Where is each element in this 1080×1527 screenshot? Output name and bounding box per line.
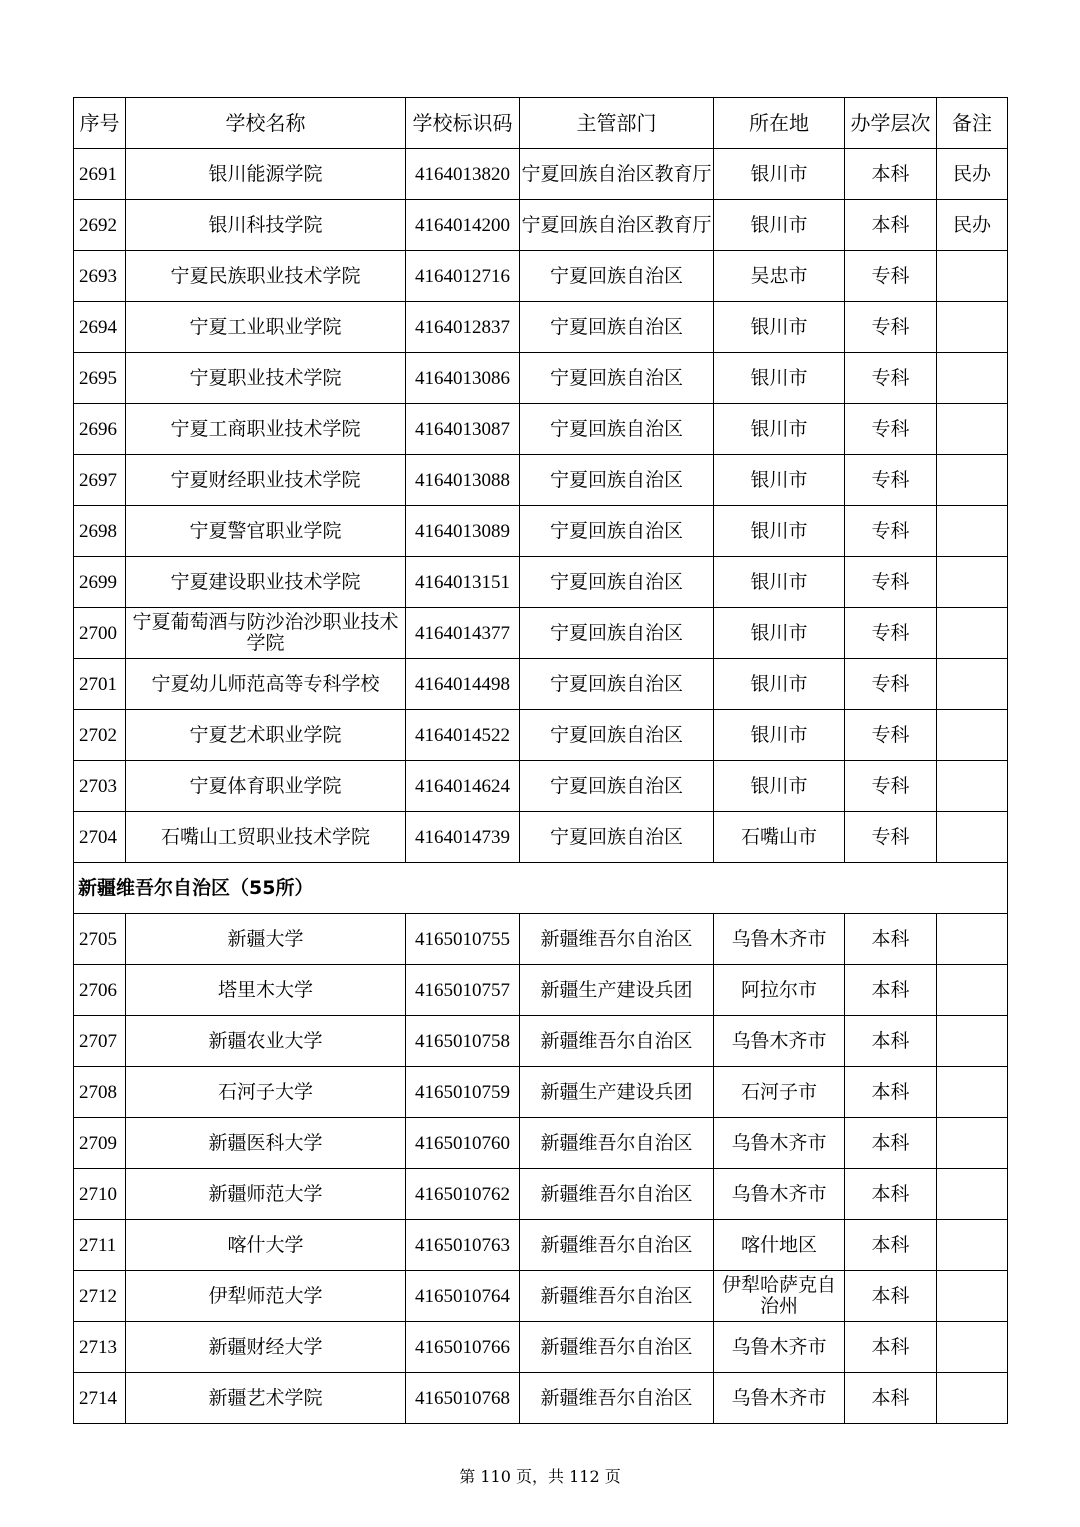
- cell-level: 本科: [845, 1271, 937, 1322]
- cell-level: 本科: [845, 200, 937, 251]
- cell-school-name: 宁夏艺术职业学院: [126, 710, 406, 761]
- cell-department: 新疆生产建设兵团: [520, 965, 714, 1016]
- cell-location: 银川市: [714, 455, 845, 506]
- cell-index: 2696: [74, 404, 126, 455]
- table-row: [74, 914, 1008, 965]
- section-heading: 新疆维吾尔自治区（55所）: [74, 863, 1008, 914]
- cell-level: 本科: [845, 149, 937, 200]
- cell-level: 专科: [845, 251, 937, 302]
- table-row: [74, 1169, 1008, 1220]
- header-department: 主管部门: [520, 98, 714, 149]
- school-list-table: [73, 97, 1008, 1424]
- cell-location: 伊犁哈萨克自治州: [714, 1271, 845, 1322]
- cell-school-name: 宁夏葡萄酒与防沙治沙职业技术学院: [126, 608, 406, 659]
- cell-school-code: 4165010757: [406, 965, 520, 1016]
- cell-location: 银川市: [714, 761, 845, 812]
- cell-remarks: [937, 506, 1008, 557]
- cell-remarks: [937, 1220, 1008, 1271]
- cell-school-code: 4164013089: [406, 506, 520, 557]
- cell-level: 专科: [845, 404, 937, 455]
- cell-level: 本科: [845, 1220, 937, 1271]
- table-row: [74, 1271, 1008, 1322]
- cell-department: 新疆维吾尔自治区: [520, 1322, 714, 1373]
- cell-school-name: 宁夏工商职业技术学院: [126, 404, 406, 455]
- cell-level: 本科: [845, 1322, 937, 1373]
- cell-school-code: 4164013087: [406, 404, 520, 455]
- cell-school-code: 4164014200: [406, 200, 520, 251]
- cell-department: 宁夏回族自治区教育厅: [520, 149, 714, 200]
- cell-level: 专科: [845, 302, 937, 353]
- cell-location: 乌鲁木齐市: [714, 1322, 845, 1373]
- table-row: [74, 200, 1008, 251]
- cell-location: 银川市: [714, 149, 845, 200]
- table-row: [74, 812, 1008, 863]
- cell-index: 2709: [74, 1118, 126, 1169]
- cell-index: 2706: [74, 965, 126, 1016]
- cell-remarks: [937, 557, 1008, 608]
- cell-remarks: [937, 1322, 1008, 1373]
- cell-index: 2710: [74, 1169, 126, 1220]
- cell-school-code: 4165010759: [406, 1067, 520, 1118]
- cell-school-name: 石嘴山工贸职业技术学院: [126, 812, 406, 863]
- cell-location: 乌鲁木齐市: [714, 1373, 845, 1424]
- cell-level: 本科: [845, 1016, 937, 1067]
- cell-location: 银川市: [714, 557, 845, 608]
- cell-school-name: 银川能源学院: [126, 149, 406, 200]
- cell-school-name: 宁夏体育职业学院: [126, 761, 406, 812]
- cell-school-name: 喀什大学: [126, 1220, 406, 1271]
- cell-level: 专科: [845, 608, 937, 659]
- cell-school-name: 宁夏民族职业技术学院: [126, 251, 406, 302]
- cell-department: 新疆维吾尔自治区: [520, 1271, 714, 1322]
- cell-index: 2702: [74, 710, 126, 761]
- cell-level: 本科: [845, 914, 937, 965]
- table-row: [74, 251, 1008, 302]
- cell-school-code: 4164014624: [406, 761, 520, 812]
- cell-level: 本科: [845, 1118, 937, 1169]
- cell-school-code: 4165010755: [406, 914, 520, 965]
- cell-index: 2699: [74, 557, 126, 608]
- cell-school-code: 4164012837: [406, 302, 520, 353]
- section-row: [74, 863, 1008, 914]
- cell-remarks: [937, 761, 1008, 812]
- header-index: 序号: [74, 98, 126, 149]
- cell-index: 2693: [74, 251, 126, 302]
- cell-department: 新疆维吾尔自治区: [520, 1118, 714, 1169]
- cell-remarks: [937, 1373, 1008, 1424]
- cell-department: 宁夏回族自治区: [520, 710, 714, 761]
- cell-location: 乌鲁木齐市: [714, 1016, 845, 1067]
- cell-department: 宁夏回族自治区: [520, 404, 714, 455]
- cell-level: 专科: [845, 812, 937, 863]
- cell-department: 宁夏回族自治区: [520, 506, 714, 557]
- cell-school-code: 4164012716: [406, 251, 520, 302]
- cell-remarks: [937, 251, 1008, 302]
- cell-remarks: [937, 1271, 1008, 1322]
- cell-remarks: [937, 812, 1008, 863]
- cell-location: 银川市: [714, 659, 845, 710]
- table-row: [74, 506, 1008, 557]
- cell-index: 2701: [74, 659, 126, 710]
- cell-location: 银川市: [714, 710, 845, 761]
- cell-school-code: 4165010764: [406, 1271, 520, 1322]
- cell-remarks: [937, 710, 1008, 761]
- table-row: [74, 1220, 1008, 1271]
- table-row: [74, 608, 1008, 659]
- cell-school-name: 新疆财经大学: [126, 1322, 406, 1373]
- cell-index: 2704: [74, 812, 126, 863]
- cell-school-code: 4164013820: [406, 149, 520, 200]
- cell-department: 新疆维吾尔自治区: [520, 1373, 714, 1424]
- header-remarks: 备注: [937, 98, 1008, 149]
- header-school-name: 学校名称: [126, 98, 406, 149]
- cell-school-code: 4164013151: [406, 557, 520, 608]
- cell-school-code: 4165010760: [406, 1118, 520, 1169]
- cell-school-code: 4165010766: [406, 1322, 520, 1373]
- cell-level: 专科: [845, 761, 937, 812]
- cell-location: 银川市: [714, 506, 845, 557]
- cell-school-name: 塔里木大学: [126, 965, 406, 1016]
- cell-school-name: 宁夏职业技术学院: [126, 353, 406, 404]
- cell-remarks: [937, 914, 1008, 965]
- table-row: [74, 1067, 1008, 1118]
- header-school-code: 学校标识码: [406, 98, 520, 149]
- cell-school-name: 宁夏工业职业学院: [126, 302, 406, 353]
- cell-location: 银川市: [714, 200, 845, 251]
- cell-school-name: 宁夏建设职业技术学院: [126, 557, 406, 608]
- table-row: [74, 1016, 1008, 1067]
- cell-index: 2692: [74, 200, 126, 251]
- cell-location: 吴忠市: [714, 251, 845, 302]
- cell-index: 2694: [74, 302, 126, 353]
- cell-school-name: 新疆艺术学院: [126, 1373, 406, 1424]
- cell-level: 专科: [845, 506, 937, 557]
- cell-school-name: 银川科技学院: [126, 200, 406, 251]
- cell-school-code: 4164013088: [406, 455, 520, 506]
- cell-location: 银川市: [714, 404, 845, 455]
- cell-remarks: [937, 353, 1008, 404]
- cell-index: 2705: [74, 914, 126, 965]
- cell-department: 宁夏回族自治区: [520, 455, 714, 506]
- cell-department: 新疆维吾尔自治区: [520, 1016, 714, 1067]
- header-level: 办学层次: [845, 98, 937, 149]
- table-row: [74, 302, 1008, 353]
- cell-index: 2697: [74, 455, 126, 506]
- cell-level: 专科: [845, 710, 937, 761]
- cell-department: 新疆维吾尔自治区: [520, 914, 714, 965]
- cell-remarks: [937, 455, 1008, 506]
- cell-level: 专科: [845, 557, 937, 608]
- header-location: 所在地: [714, 98, 845, 149]
- cell-location: 乌鲁木齐市: [714, 1118, 845, 1169]
- cell-level: 本科: [845, 1067, 937, 1118]
- table-row: [74, 1118, 1008, 1169]
- table-body: [74, 149, 1008, 1424]
- cell-school-code: 4164014498: [406, 659, 520, 710]
- cell-location: 阿拉尔市: [714, 965, 845, 1016]
- cell-department: 宁夏回族自治区: [520, 659, 714, 710]
- cell-level: 本科: [845, 1373, 937, 1424]
- cell-index: 2711: [74, 1220, 126, 1271]
- table-row: [74, 353, 1008, 404]
- cell-school-code: 4165010758: [406, 1016, 520, 1067]
- cell-index: 2707: [74, 1016, 126, 1067]
- cell-index: 2708: [74, 1067, 126, 1118]
- table-row: [74, 965, 1008, 1016]
- cell-school-name: 新疆医科大学: [126, 1118, 406, 1169]
- cell-department: 宁夏回族自治区: [520, 812, 714, 863]
- cell-school-name: 宁夏财经职业技术学院: [126, 455, 406, 506]
- cell-department: 宁夏回族自治区: [520, 302, 714, 353]
- cell-school-name: 石河子大学: [126, 1067, 406, 1118]
- cell-school-name: 宁夏幼儿师范高等专科学校: [126, 659, 406, 710]
- cell-level: 本科: [845, 965, 937, 1016]
- cell-school-code: 4164014377: [406, 608, 520, 659]
- cell-index: 2703: [74, 761, 126, 812]
- cell-school-code: 4165010762: [406, 1169, 520, 1220]
- cell-level: 专科: [845, 455, 937, 506]
- table-header-row: [74, 98, 1008, 149]
- table-row: [74, 455, 1008, 506]
- cell-index: 2691: [74, 149, 126, 200]
- cell-location: 乌鲁木齐市: [714, 914, 845, 965]
- cell-department: 宁夏回族自治区: [520, 608, 714, 659]
- cell-location: 银川市: [714, 302, 845, 353]
- cell-department: 宁夏回族自治区教育厅: [520, 200, 714, 251]
- cell-school-code: 4165010763: [406, 1220, 520, 1271]
- cell-location: 乌鲁木齐市: [714, 1169, 845, 1220]
- cell-level: 本科: [845, 1169, 937, 1220]
- cell-school-code: 4164013086: [406, 353, 520, 404]
- cell-department: 宁夏回族自治区: [520, 353, 714, 404]
- cell-remarks: [937, 1118, 1008, 1169]
- cell-location: 喀什地区: [714, 1220, 845, 1271]
- cell-remarks: 民办: [937, 200, 1008, 251]
- cell-school-code: 4164014522: [406, 710, 520, 761]
- cell-level: 专科: [845, 353, 937, 404]
- cell-remarks: [937, 404, 1008, 455]
- cell-index: 2700: [74, 608, 126, 659]
- table-row: [74, 404, 1008, 455]
- table-row: [74, 557, 1008, 608]
- cell-school-name: 伊犁师范大学: [126, 1271, 406, 1322]
- cell-department: 新疆生产建设兵团: [520, 1067, 714, 1118]
- cell-location: 银川市: [714, 353, 845, 404]
- cell-remarks: 民办: [937, 149, 1008, 200]
- cell-index: 2713: [74, 1322, 126, 1373]
- cell-index: 2714: [74, 1373, 126, 1424]
- page-footer: 第 110 页，共 112 页: [459, 1467, 621, 1486]
- cell-location: 石嘴山市: [714, 812, 845, 863]
- cell-remarks: [937, 965, 1008, 1016]
- table-row: [74, 149, 1008, 200]
- cell-school-name: 新疆农业大学: [126, 1016, 406, 1067]
- cell-index: 2698: [74, 506, 126, 557]
- cell-department: 新疆维吾尔自治区: [520, 1220, 714, 1271]
- cell-remarks: [937, 1169, 1008, 1220]
- cell-index: 2712: [74, 1271, 126, 1322]
- cell-school-name: 宁夏警官职业学院: [126, 506, 406, 557]
- cell-remarks: [937, 659, 1008, 710]
- cell-remarks: [937, 1067, 1008, 1118]
- table-row: [74, 1322, 1008, 1373]
- cell-location: 石河子市: [714, 1067, 845, 1118]
- cell-remarks: [937, 302, 1008, 353]
- cell-remarks: [937, 1016, 1008, 1067]
- cell-school-name: 新疆师范大学: [126, 1169, 406, 1220]
- cell-school-code: 4164014739: [406, 812, 520, 863]
- cell-remarks: [937, 608, 1008, 659]
- cell-school-code: 4165010768: [406, 1373, 520, 1424]
- table-row: [74, 659, 1008, 710]
- cell-department: 新疆维吾尔自治区: [520, 1169, 714, 1220]
- cell-department: 宁夏回族自治区: [520, 251, 714, 302]
- cell-department: 宁夏回族自治区: [520, 557, 714, 608]
- cell-department: 宁夏回族自治区: [520, 761, 714, 812]
- table-row: [74, 761, 1008, 812]
- cell-level: 专科: [845, 659, 937, 710]
- cell-index: 2695: [74, 353, 126, 404]
- cell-school-name: 新疆大学: [126, 914, 406, 965]
- table-row: [74, 1373, 1008, 1424]
- table-row: [74, 710, 1008, 761]
- cell-location: 银川市: [714, 608, 845, 659]
